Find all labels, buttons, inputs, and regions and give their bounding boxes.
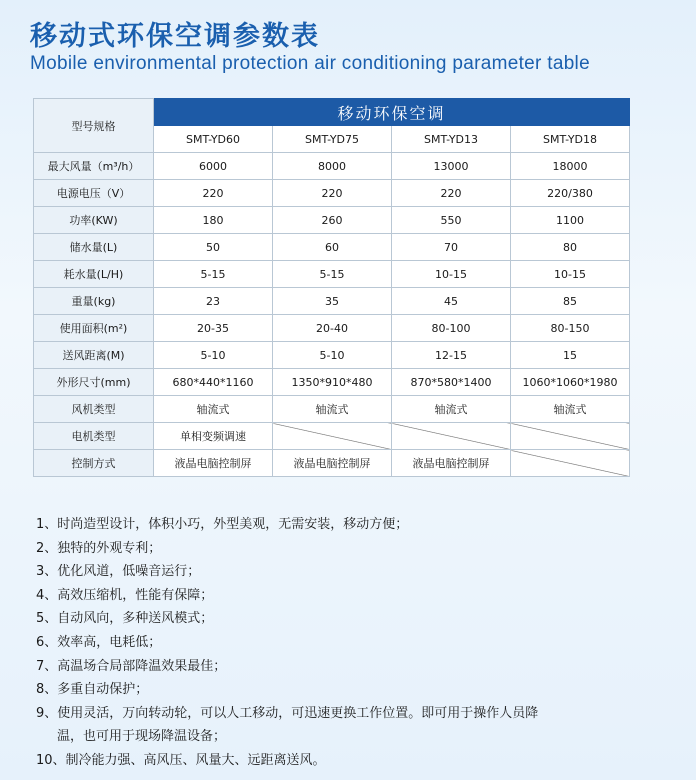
empty-slash-cell — [511, 450, 630, 477]
value-cell: 10-15 — [511, 261, 630, 288]
table-row — [34, 369, 630, 396]
value-cell: 220 — [392, 180, 511, 207]
value-cell: 550 — [392, 207, 511, 234]
parameter-table — [33, 98, 630, 477]
feature-item: 10、制冷能力强、高风压、风量大、远距离送风。 — [36, 752, 326, 768]
value-cell: 1100 — [511, 207, 630, 234]
value-cell: 45 — [392, 288, 511, 315]
feature-item: 9、使用灵活，万向转动轮，可以人工移动，可迅速更换工作位置。即可用于操作人员降 — [36, 705, 539, 721]
model-cell: SMT-YD13 — [392, 126, 511, 153]
table-row — [34, 180, 630, 207]
value-cell: 轴流式 — [154, 396, 273, 423]
feature-item: 6、效率高，电耗低； — [36, 634, 162, 650]
table-row — [34, 450, 630, 477]
model-cell: SMT-YD75 — [273, 126, 392, 153]
value-cell: 180 — [154, 207, 273, 234]
value-cell: 12-15 — [392, 342, 511, 369]
model-cell: SMT-YD18 — [511, 126, 630, 153]
feature-item: 1、时尚造型设计，体积小巧，外型美观，无需安装，移动方便； — [36, 517, 409, 532]
value-cell: 10-15 — [392, 261, 511, 288]
value-cell: 5-15 — [273, 261, 392, 288]
feature-list — [36, 513, 656, 773]
page-subtitle: Mobile environmental protection air conditioning parameter table — [30, 53, 590, 74]
feature-item: 8、多重自动保护； — [36, 682, 149, 698]
value-cell: 20-35 — [154, 315, 273, 342]
feature-item: 5、自动风向，多种送风模式； — [36, 611, 214, 627]
feature-item: 2、独特的外观专利； — [36, 540, 162, 556]
value-cell: 5-10 — [273, 342, 392, 369]
row-label-cell: 功率(KW) — [34, 207, 154, 234]
value-cell: 60 — [273, 234, 392, 261]
value-cell: 220 — [273, 180, 392, 207]
row-label-cell: 储水量(L) — [34, 234, 154, 261]
table-row — [34, 261, 630, 288]
value-cell: 20-40 — [273, 315, 392, 342]
value-cell: 23 — [154, 288, 273, 315]
empty-slash-cell — [273, 423, 392, 450]
value-cell: 80-150 — [511, 315, 630, 342]
row-label-cell: 最大风量（m³/h） — [34, 153, 154, 180]
feature-item: 3、优化风道，低噪音运行； — [36, 564, 201, 580]
table-row — [34, 315, 630, 342]
value-cell: 80-100 — [392, 315, 511, 342]
value-cell: 6000 — [154, 153, 273, 180]
row-label-cell: 风机类型 — [34, 396, 154, 423]
value-cell: 50 — [154, 234, 273, 261]
spec-label-cell: 型号规格 — [34, 99, 154, 153]
value-cell: 液晶电脑控制屏 — [154, 450, 273, 477]
value-cell: 13000 — [392, 153, 511, 180]
value-cell: 液晶电脑控制屏 — [392, 450, 511, 477]
value-cell: 220 — [154, 180, 273, 207]
feature-item: 4、高效压缩机，性能有保障； — [36, 587, 214, 603]
value-cell: 18000 — [511, 153, 630, 180]
row-label-cell: 外形尺寸(mm) — [34, 369, 154, 396]
value-cell: 15 — [511, 342, 630, 369]
value-cell: 70 — [392, 234, 511, 261]
value-cell: 液晶电脑控制屏 — [273, 450, 392, 477]
value-cell: 轴流式 — [392, 396, 511, 423]
row-label-cell: 电机类型 — [34, 423, 154, 450]
value-cell: 1060*1060*1980 — [511, 369, 630, 396]
value-cell: 轴流式 — [273, 396, 392, 423]
row-label-cell: 使用面积(m²) — [34, 315, 154, 342]
value-cell: 260 — [273, 207, 392, 234]
table-row — [34, 288, 630, 315]
empty-slash-cell — [511, 423, 630, 450]
value-cell: 35 — [273, 288, 392, 315]
model-cell: SMT-YD60 — [154, 126, 273, 153]
table-row — [34, 342, 630, 369]
feature-item: 7、高温场合局部降温效果最佳； — [36, 658, 227, 674]
value-cell: 80 — [511, 234, 630, 261]
row-label-cell: 电源电压（V） — [34, 180, 154, 207]
value-cell: 85 — [511, 288, 630, 315]
row-label-cell: 耗水量(L/H) — [34, 261, 154, 288]
value-cell: 5-10 — [154, 342, 273, 369]
table-row — [34, 396, 630, 423]
table-row — [34, 234, 630, 261]
table-row — [34, 423, 630, 450]
value-cell: 单相变频调速 — [154, 423, 273, 450]
table-header-row — [34, 99, 630, 126]
value-cell: 680*440*1160 — [154, 369, 273, 396]
table-row — [34, 153, 630, 180]
feature-item: 温，也可用于现场降温设备； — [57, 729, 227, 745]
value-cell: 220/380 — [511, 180, 630, 207]
value-cell: 5-15 — [154, 261, 273, 288]
value-cell: 870*580*1400 — [392, 369, 511, 396]
table-row — [34, 207, 630, 234]
group-header-cell: 移动环保空调 — [154, 99, 630, 126]
row-label-cell: 送风距离(M) — [34, 342, 154, 369]
page-title: 移动式环保空调参数表 — [30, 21, 320, 52]
row-label-cell: 控制方式 — [34, 450, 154, 477]
empty-slash-cell — [392, 423, 511, 450]
value-cell: 8000 — [273, 153, 392, 180]
value-cell: 轴流式 — [511, 396, 630, 423]
row-label-cell: 重量(kg) — [34, 288, 154, 315]
value-cell: 1350*910*480 — [273, 369, 392, 396]
